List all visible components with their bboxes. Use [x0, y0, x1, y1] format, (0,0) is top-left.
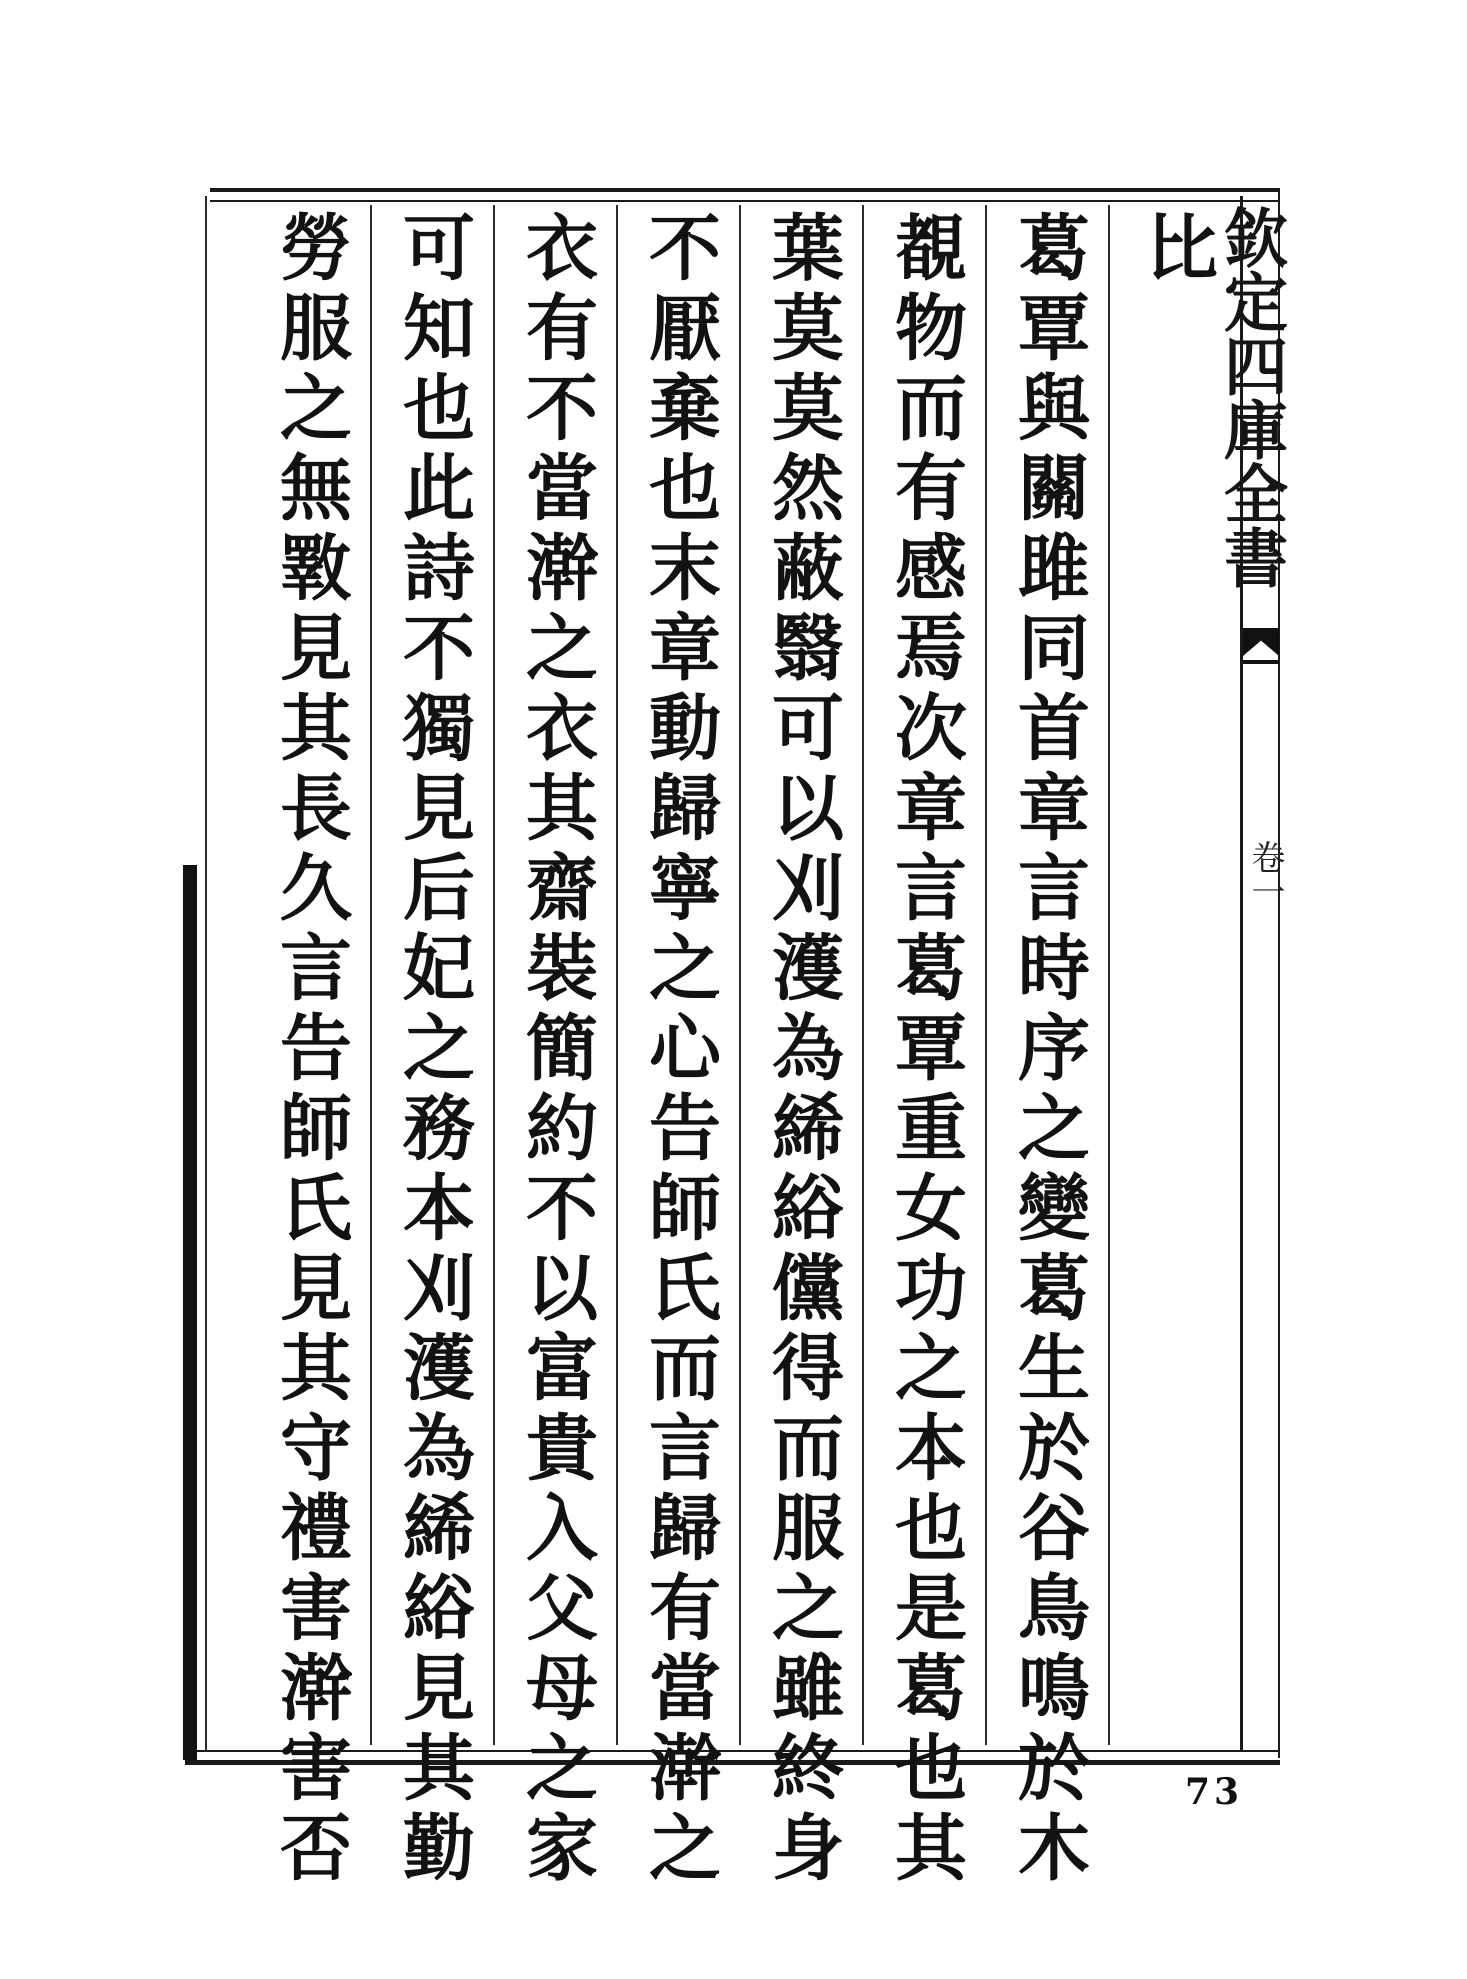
text-column-1: 比	[1134, 210, 1219, 290]
fishtail-mark-icon	[1243, 628, 1279, 656]
column-rule	[985, 205, 987, 1745]
column-rule	[616, 205, 618, 1745]
frame-top-border	[210, 188, 1280, 202]
column-rule	[370, 205, 372, 1745]
text-column-7: 可知也此詩不獨見后妃之務本刈濩為絺綌見其勤	[391, 210, 476, 1890]
text-column-8: 勞服之無斁見其長久言告師氏見其守禮害澣害否	[268, 210, 353, 1890]
margin-book-title: 欽定四庫全書	[1213, 205, 1288, 589]
text-column-5: 不厭棄也末章動歸寧之心告師氏而言歸有當澣之	[637, 210, 722, 1890]
text-column-4: 葉莫莫然蔽翳可以刈濩為絺綌儻得而服之雖終身	[760, 210, 845, 1890]
text-column-2: 葛覃與關雎同首章言時序之變葛生於谷鳥鳴於木	[1006, 210, 1091, 1890]
column-rule	[739, 205, 741, 1745]
column-rule	[493, 205, 495, 1745]
column-rule	[1108, 205, 1110, 1745]
margin-volume-label: 卷一	[1245, 840, 1285, 908]
page-number: 73	[1185, 1771, 1244, 1813]
text-column-6: 衣有不當澣之衣其齋裝簡約不以富貴入父母之家	[514, 210, 599, 1890]
frame-left-rule	[205, 196, 207, 1751]
text-column-3: 覩物而有感焉次章言葛覃重女功之本也是葛也其	[883, 210, 968, 1890]
frame-left-edge	[183, 865, 197, 1760]
fishtail-lower-bar	[1243, 660, 1279, 664]
column-rule	[862, 205, 864, 1745]
